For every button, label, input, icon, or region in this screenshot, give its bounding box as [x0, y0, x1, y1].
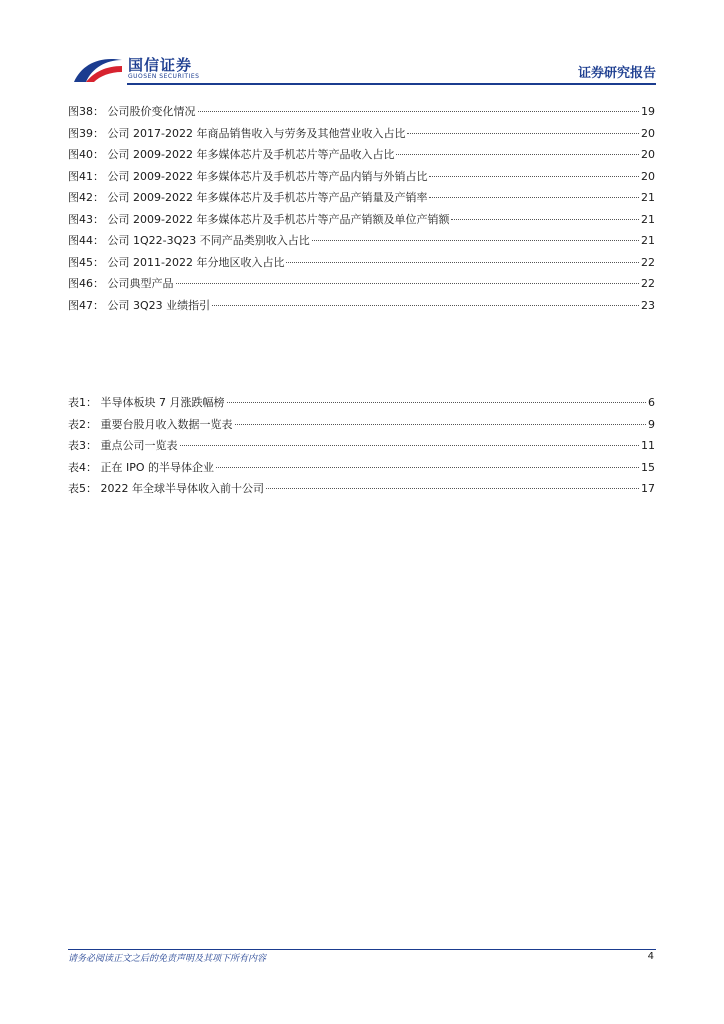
toc-row-table-2[interactable]	[68, 416, 655, 438]
toc-leader-dots	[312, 240, 639, 241]
toc-row-figure-39[interactable]	[68, 125, 655, 147]
toc-entry-label: 图40： 公司 2009-2022 年多媒体芯片及手机芯片等产品收入占比	[68, 148, 395, 161]
toc-leader-dots	[227, 402, 647, 403]
logo-english-name: GUOSEN SECURITIES	[128, 73, 200, 80]
toc-page-number: 22	[641, 277, 655, 290]
toc-leader-dots	[235, 424, 647, 425]
toc-row-figure-45[interactable]	[68, 254, 655, 276]
header-divider	[127, 83, 656, 85]
toc-row-figure-38[interactable]	[68, 103, 655, 125]
toc-entry-label: 图47： 公司 3Q23 业绩指引	[68, 298, 211, 312]
toc-entry-label: 表2： 重要台股月收入数据一览表	[68, 417, 233, 431]
toc-leader-dots	[286, 262, 639, 263]
toc-page-number: 9	[648, 417, 655, 431]
footer-divider	[68, 949, 656, 950]
toc-page-number: 11	[641, 439, 655, 452]
toc-leader-dots	[176, 283, 640, 284]
toc-entry-label: 表1： 半导体板块 7 月涨跌幅榜	[68, 396, 225, 409]
toc-page-number: 21	[641, 191, 655, 204]
toc-entry-label: 表4： 正在 IPO 的半导体企业	[68, 460, 215, 474]
toc-entry-label: 表5： 2022 年全球半导体收入前十公司	[68, 482, 264, 495]
toc-row-table-3[interactable]	[68, 437, 655, 459]
toc-row-table-5[interactable]	[68, 480, 655, 502]
toc-leader-dots	[266, 488, 639, 489]
footer-page-number: 4	[647, 951, 654, 962]
toc-entry-label: 图42： 公司 2009-2022 年多媒体芯片及手机芯片等产品产销量及产销率	[68, 191, 428, 204]
toc-row-figure-41[interactable]	[68, 168, 655, 190]
toc-entry-label: 图39： 公司 2017-2022 年商品销售收入与劳务及其他营业收入占比	[68, 126, 406, 140]
toc-entry-label: 图46： 公司典型产品	[68, 277, 174, 290]
toc-row-table-4[interactable]	[68, 459, 655, 481]
toc-leader-dots	[180, 445, 640, 446]
toc-page-number: 22	[641, 255, 655, 269]
toc-leader-dots	[198, 111, 640, 112]
toc-page-number: 15	[641, 460, 655, 474]
toc-page-number: 17	[641, 482, 655, 495]
toc-page-number: 23	[641, 298, 655, 312]
toc-entry-label: 图41： 公司 2009-2022 年多媒体芯片及手机芯片等产品内销与外销占比	[68, 169, 428, 183]
table-list	[68, 394, 655, 502]
toc-row-table-1[interactable]	[68, 394, 655, 416]
toc-entry-label: 图44： 公司 1Q22-3Q23 不同产品类别收入占比	[68, 234, 310, 247]
toc-leader-dots	[407, 133, 639, 134]
toc-row-figure-43[interactable]	[68, 211, 655, 233]
guosen-logo-mark-icon	[72, 52, 124, 86]
toc-entry-label: 图38： 公司股价变化情况	[68, 105, 196, 118]
toc-row-figure-44[interactable]	[68, 232, 655, 254]
toc-page-number: 20	[641, 148, 655, 161]
toc-leader-dots	[396, 154, 639, 155]
toc-row-figure-47[interactable]	[68, 297, 655, 319]
toc-leader-dots	[429, 176, 639, 177]
toc-page-number: 21	[641, 234, 655, 247]
toc-row-figure-42[interactable]	[68, 189, 655, 211]
toc-row-figure-40[interactable]	[68, 146, 655, 168]
toc-leader-dots	[451, 219, 639, 220]
toc-leader-dots	[212, 305, 639, 306]
toc-page-number: 6	[648, 396, 655, 409]
toc-leader-dots	[216, 467, 639, 468]
toc-row-figure-46[interactable]	[68, 275, 655, 297]
toc-entry-label: 图45： 公司 2011-2022 年分地区收入占比	[68, 255, 285, 269]
figure-list	[68, 103, 655, 318]
toc-page-number: 20	[641, 169, 655, 183]
logo-chinese-name: 国信证券	[128, 56, 193, 74]
toc-leader-dots	[429, 197, 639, 198]
report-type-label: 证券研究报告	[577, 66, 656, 81]
toc-page-number: 20	[641, 126, 655, 140]
toc-page-number: 19	[641, 105, 655, 118]
toc-entry-label: 图43： 公司 2009-2022 年多媒体芯片及手机芯片等产品产销额及单位产销额	[68, 212, 450, 226]
toc-page-number: 21	[641, 212, 655, 226]
footer-disclaimer: 请务必阅读正文之后的免责声明及其项下所有内容	[68, 954, 267, 964]
guosen-logo	[72, 52, 202, 86]
toc-entry-label: 表3： 重点公司一览表	[68, 439, 178, 452]
